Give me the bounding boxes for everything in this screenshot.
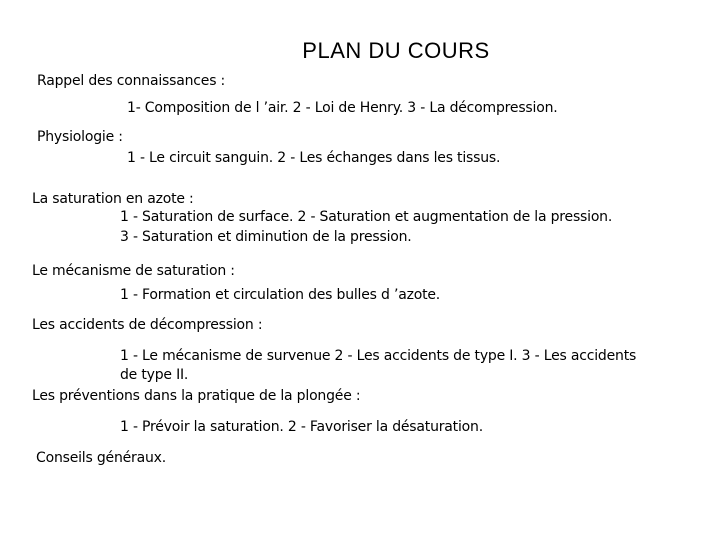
section-line-mecanisme-1: 1 - Formation et circulation des bulles d ’azote. — [120, 287, 441, 303]
section-line-saturation-azote-1: 1 - Saturation de surface. 2 - Saturation et augmentation de la pression. — [120, 209, 613, 225]
section-line-physiologie-1: 1 - Le circuit sanguin. 2 - Les échanges dans les tissus. — [127, 150, 501, 166]
section-heading-rappel: Rappel des connaissances : — [37, 73, 226, 89]
page-title: PLAN DU COURS — [302, 38, 490, 63]
section-heading-physiologie: Physiologie : — [37, 129, 123, 145]
section-heading-conseils: Conseils généraux. — [36, 450, 166, 466]
section-line-preventions-1: 1 - Prévoir la saturation. 2 - Favoriser la désaturation. — [120, 419, 483, 435]
section-line-accidents-1: 1 - Le mécanisme de survenue 2 - Les accidents de type I. 3 - Les accidents — [120, 348, 637, 364]
section-line-saturation-azote-2: 3 - Saturation et diminution de la pression. — [120, 229, 412, 245]
section-heading-accidents: Les accidents de décompression : — [32, 317, 263, 333]
section-heading-preventions: Les préventions dans la pratique de la plongée : — [32, 388, 361, 404]
section-heading-saturation-azote: La saturation en azote : — [32, 191, 194, 207]
section-line-rappel-1: 1- Composition de l ’air. 2 - Loi de Henry. 3 - La décompression. — [127, 100, 558, 116]
section-line-accidents-2: de type II. — [120, 367, 189, 383]
section-heading-mecanisme: Le mécanisme de saturation : — [32, 263, 235, 279]
